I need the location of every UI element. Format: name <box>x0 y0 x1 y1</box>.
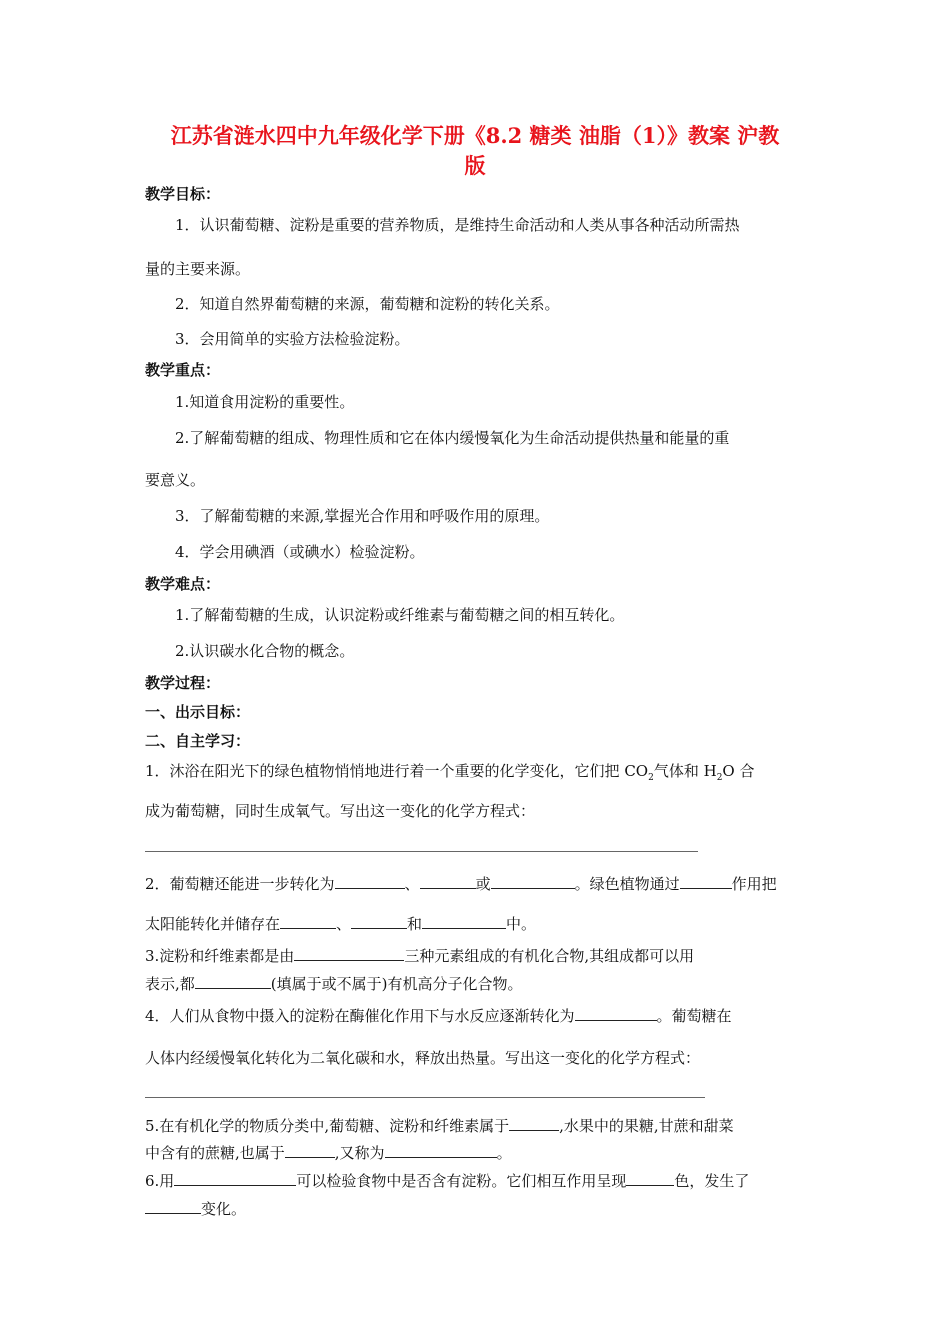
blank-2d[interactable] <box>680 874 732 889</box>
question-5-line1: 5.在有机化学的物质分类中,葡萄糖、淀粉和纤维素属于 ,水果中的果糖,甘蔗和甜菜 <box>145 1117 734 1135</box>
answer-line-4[interactable] <box>145 1097 705 1098</box>
answer-line-1[interactable] <box>145 851 698 852</box>
blank-6c[interactable] <box>145 1199 201 1214</box>
question-3-line1: 3.淀粉和纤维素都是由 三种元素组成的有机化合物,其组成都可以用 <box>145 947 695 965</box>
objective-item-2: 2．知道自然界葡萄糖的来源，葡萄糖和淀粉的转化关系。 <box>175 295 560 313</box>
process-heading: 教学过程： <box>145 674 221 692</box>
process-step-1: 一、出示目标： <box>145 703 251 721</box>
keypoint-item-4: 4．学会用碘酒（或碘水）检验淀粉。 <box>175 543 425 561</box>
keypoint-item-3: 3．了解葡萄糖的来源,掌握光合作用和呼吸作用的原理。 <box>175 507 550 525</box>
question-6-line2: 变化。 <box>145 1198 815 1219</box>
objective-item-3: 3．会用简单的实验方法检验淀粉。 <box>175 330 410 348</box>
question-6-line1: 6.用 可以检验食物中是否含有淀粉。它们相互作用呈现 色，发生了 <box>145 1172 750 1190</box>
keypoint-item-2a: 2.了解葡萄糖的组成、物理性质和它在体内缓慢氧化为生命活动提供热量和能量的重 <box>175 429 730 447</box>
blank-6a[interactable] <box>174 1171 296 1186</box>
question-2-line2: 太阳能转化并储存在 、 和 中。 <box>145 915 537 933</box>
blank-4a[interactable] <box>575 1006 657 1021</box>
question-1-line2: 成为葡萄糖，同时生成氧气。写出这一变化的化学方程式： <box>145 802 536 820</box>
blank-5a[interactable] <box>509 1116 559 1131</box>
keypoint-item-1: 1.知道食用淀粉的重要性。 <box>175 393 355 411</box>
question-4-line1: 4．人们从食物中摄入的淀粉在酶催化作用下与水反应逐渐转化为 。葡萄糖在 <box>145 1007 732 1025</box>
process-step-2: 二、自主学习： <box>145 732 251 750</box>
keypoints-heading: 教学重点： <box>145 361 221 379</box>
blank-3a[interactable] <box>294 946 404 961</box>
blank-6b[interactable] <box>626 1171 674 1186</box>
difficulties-heading: 教学难点： <box>145 575 221 593</box>
blank-2e[interactable] <box>280 914 336 929</box>
objective-item-1a: 1．认识葡萄糖、淀粉是重要的营养物质，是维持生命活动和人类从事各种活动所需热 <box>175 216 740 234</box>
blank-2b[interactable] <box>420 874 476 889</box>
objectives-heading: 教学目标： <box>145 185 221 203</box>
question-5-line2: 中含有的蔗糖,也属于 ,又称为 。 <box>145 1144 512 1162</box>
question-2-line1: 2．葡萄糖还能进一步转化为 、 或 。绿色植物通过 作用把 <box>145 875 777 893</box>
objective-item-1b: 量的主要来源。 <box>145 260 251 278</box>
difficulty-item-2: 2.认识碳水化合物的概念。 <box>175 642 355 660</box>
blank-2a[interactable] <box>335 874 405 889</box>
blank-2c[interactable] <box>491 874 575 889</box>
question-3-line2: 表示,都 (填属于或不属于)有机高分子化合物。 <box>145 975 523 993</box>
blank-5b[interactable] <box>285 1143 335 1158</box>
blank-2f[interactable] <box>351 914 407 929</box>
question-4-line2: 人体内经缓慢氧化转化为二氧化碳和水，释放出热量。写出这一变化的化学方程式： <box>145 1049 701 1067</box>
blank-2g[interactable] <box>422 914 506 929</box>
document-title-line1: 江苏省涟水四中九年级化学下册《8.2 糖类 油脂（1）》教案 沪教 <box>170 123 780 148</box>
difficulty-item-1: 1.了解葡萄糖的生成，认识淀粉或纤维素与葡萄糖之间的相互转化。 <box>175 606 625 624</box>
blank-3b[interactable] <box>195 974 271 989</box>
blank-5c[interactable] <box>385 1143 497 1158</box>
document-title-line2: 版 <box>464 153 486 178</box>
keypoint-item-2b: 要意义。 <box>145 471 206 489</box>
question-1-line1: 1．沐浴在阳光下的绿色植物悄悄地进行着一个重要的化学变化，它们把 $CO_2$气体和 $H_2O$ 合 <box>145 762 755 783</box>
